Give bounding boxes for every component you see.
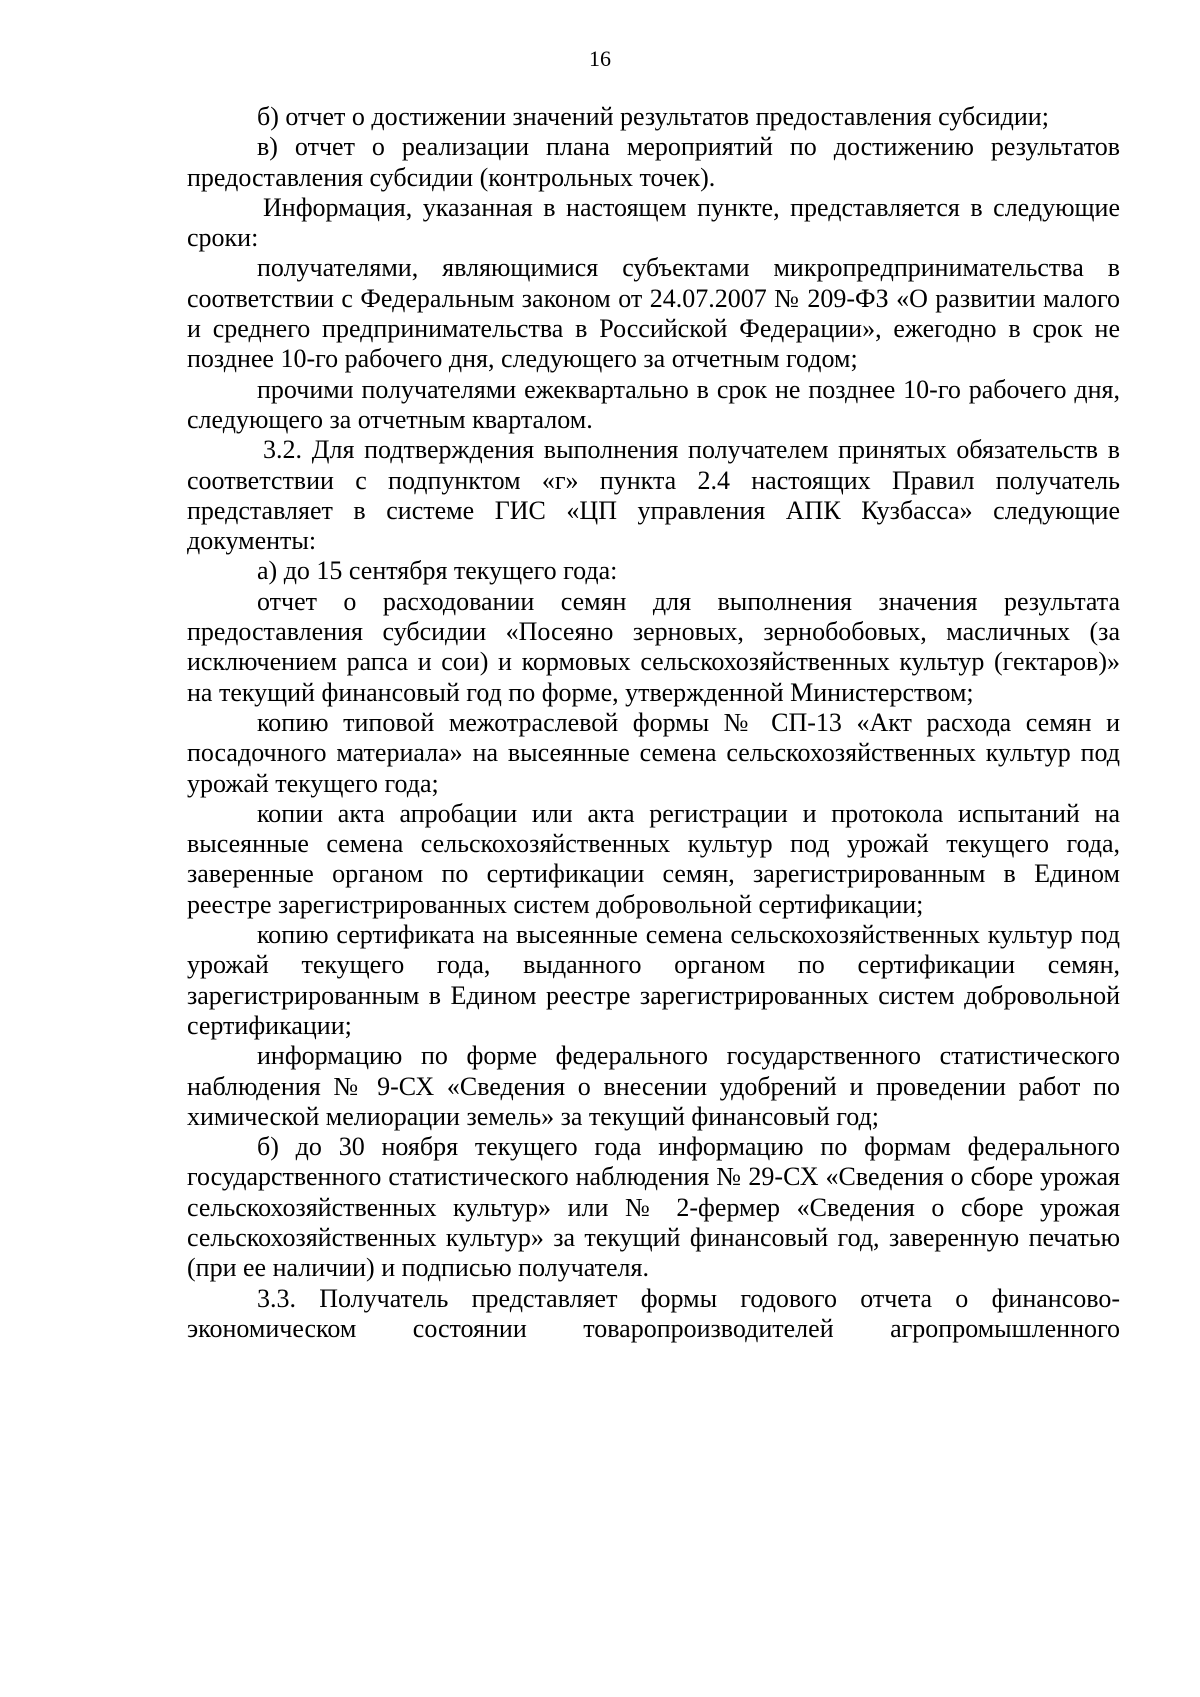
paragraph-until-september: а) до 15 сентября текущего года: — [257, 556, 618, 586]
page-number: 16 — [589, 46, 611, 71]
paragraph-seed-report: отчет о расходовании семян для выполнения значения результата предоставления субсидии «Посеяно зерновых, зернобобовых, масличных (за исключением рапса и сои) и кормовых сельскохозяйственных культур (гектаров)» на текущий финансовый год по форме, утвержденной Министерством; — [187, 586, 1120, 707]
paragraph-section-3-3: 3.3. Получатель представляет формы годового отчета о финансово-экономическом состоянии товаропроизводителей агропромышленного — [187, 1283, 1120, 1343]
paragraph-approbation-act: копии акта апробации или акта регистрации и протокола испытаний на высеянные семена сельскохозяйственных культур под урожай текущего года, заверенные органом по сертификации семян, зарегистрированным в Едином реестре зарегистрированных систем добровольной сертификации; — [187, 798, 1120, 919]
paragraph-micro-enterprises: получателями, являющимися субъектами микропредпринимательства в соответствии с Федеральным законом от 24.07.2007 № 209-ФЗ «О развитии малого и среднего предпринимательства в Российской Федерации», ежегодно в срок не позднее 10-го рабочего дня, следующего за отчетным годом; — [187, 253, 1120, 374]
paragraph-information-deadlines: Информация, указанная в настоящем пункте, представляется в следующие сроки: — [187, 192, 1120, 253]
paragraph-section-3-2: 3.2. Для подтверждения выполнения получателем принятых обязательств в соответствии с подпунктом «г» пункта 2.4 настоящих Правил получатель представляет в системе ГИС «ЦП управления АПК Кузбасса» следующие документы: — [187, 435, 1120, 556]
paragraph-form-9sx: информацию по форме федерального государственного статистического наблюдения № 9-СХ «Сведения о внесении удобрений и проведении работ по химической мелиорации земель» за текущий финансовый год; — [187, 1041, 1120, 1131]
paragraph-report-results: б) отчет о достижении значений результатов предоставления субсидии; — [257, 102, 1049, 131]
paragraph-seed-certificate: копию сертификата на высеянные семена сельскохозяйственных культур под урожай текущего года, выданного органом по сертификации семян, зарегистрированным в Едином реестре зарегистрированных систем добровольной сертификации; — [187, 920, 1120, 1040]
paragraph-sp13-form: копию типовой межотраслевой формы № СП-13 «Акт расхода семян и посадочного материала» на высеянные семена сельскохозяйственных культур под урожай текущего года; — [187, 707, 1120, 798]
paragraph-report-plan: в) отчет о реализации плана мероприятий по достижению результатов предоставления субсидии (контрольных точек). — [187, 132, 1120, 192]
document-body — [187, 102, 1120, 1344]
paragraph-until-november: б) до 30 ноября текущего года информацию по формам федерального государственного статистического наблюдения № 29-СХ «Сведения о сборе урожая сельскохозяйственных культур» или № 2-фермер «Сведения о сборе урожая сельскохозяйственных культур» за текущий финансовый год, заверенную печатью (при ее наличии) и подписью получателя. — [187, 1132, 1120, 1283]
paragraph-other-recipients: прочими получателями ежеквартально в срок не позднее 10-го рабочего дня, следующего за отчетным кварталом. — [187, 374, 1120, 434]
